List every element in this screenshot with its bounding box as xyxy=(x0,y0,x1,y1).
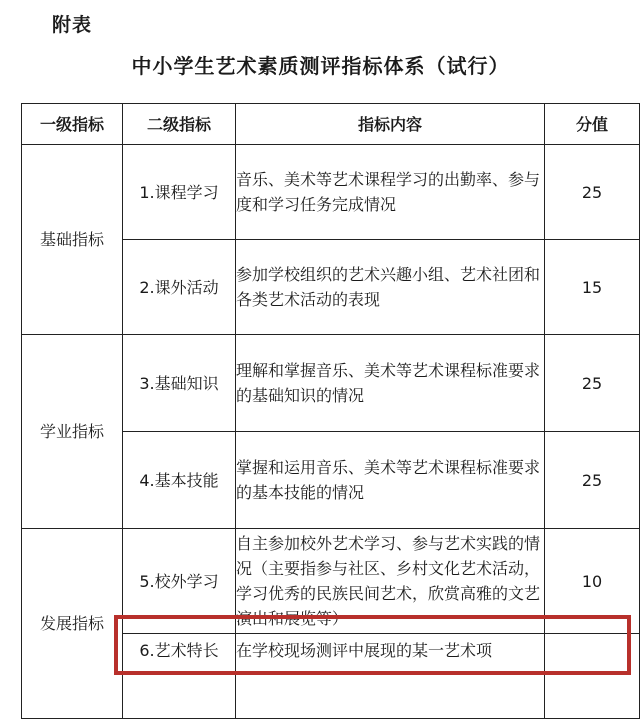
table-row xyxy=(22,335,640,432)
level2-cell: 5.校外学习 xyxy=(123,529,236,634)
header-content: 指标内容 xyxy=(236,104,545,145)
content-cell: 理解和掌握音乐、美术等艺术课程标准要求的基础知识的情况 xyxy=(236,335,545,432)
level2-cell: 3.基础知识 xyxy=(123,335,236,432)
score-cell xyxy=(545,634,640,719)
document-title: 中小学生艺术素质测评指标体系（试行） xyxy=(131,54,510,78)
content-cell: 自主参加校外艺术学习、参与艺术实践的情况（主要指参与社区、乡村文化艺术活动，学习优秀的民族民间艺术，欣赏高雅的文艺演出和展览等） xyxy=(236,529,545,634)
header-score: 分值 xyxy=(545,104,640,145)
score-cell: 10 xyxy=(545,529,640,634)
group-academic: 学业指标 xyxy=(22,335,123,529)
header-level2: 二级指标 xyxy=(123,104,236,145)
score-cell: 15 xyxy=(545,240,640,335)
score-cell: 25 xyxy=(545,145,640,240)
level2-cell: 6.艺术特长 xyxy=(123,634,236,719)
content-cell: 掌握和运用音乐、美术等艺术课程标准要求的基本技能的情况 xyxy=(236,432,545,529)
table-header-row xyxy=(22,104,640,145)
header-level1: 一级指标 xyxy=(22,104,123,145)
level2-cell: 4.基本技能 xyxy=(123,432,236,529)
table-row xyxy=(22,529,640,634)
content-cell: 音乐、美术等艺术课程学习的出勤率、参与度和学习任务完成情况 xyxy=(236,145,545,240)
score-cell: 25 xyxy=(545,335,640,432)
content-cell: 参加学校组织的艺术兴趣小组、艺术社团和各类艺术活动的表现 xyxy=(236,240,545,335)
score-cell: 25 xyxy=(545,432,640,529)
group-basic: 基础指标 xyxy=(22,145,123,335)
evaluation-table xyxy=(21,103,640,719)
level2-cell: 2.课外活动 xyxy=(123,240,236,335)
appendix-label: 附表 xyxy=(52,14,93,36)
content-cell: 在学校现场测评中展现的某一艺术项 xyxy=(236,634,545,719)
level2-cell: 1.课程学习 xyxy=(123,145,236,240)
group-development: 发展指标 xyxy=(22,529,123,719)
table-row xyxy=(22,145,640,240)
